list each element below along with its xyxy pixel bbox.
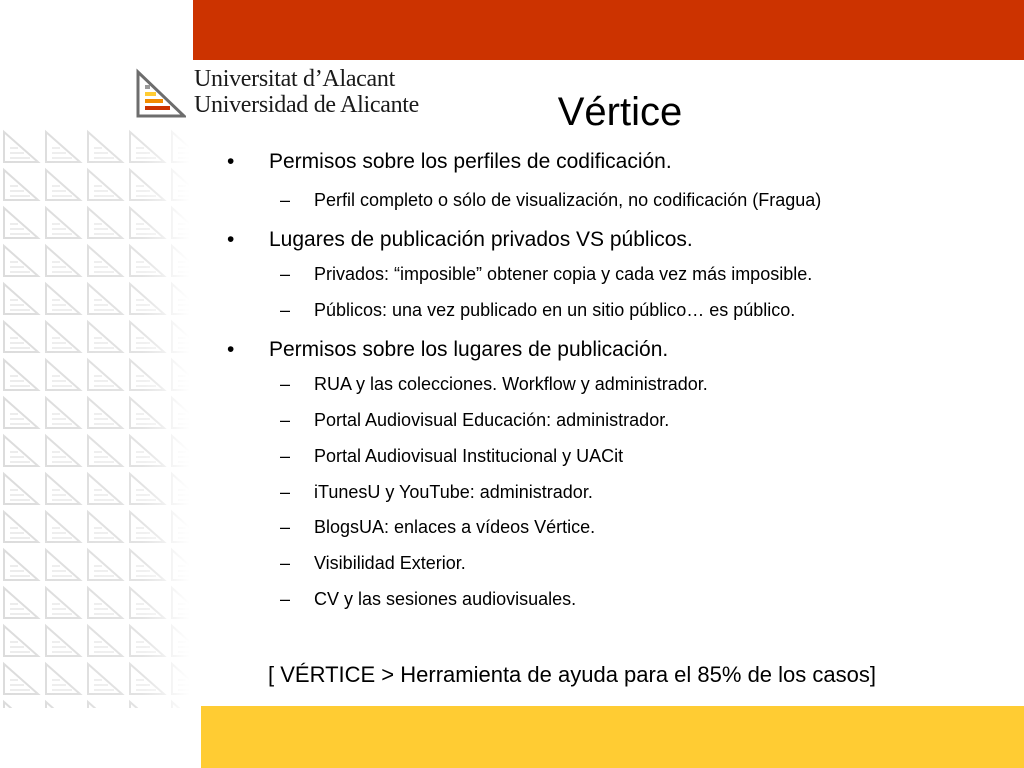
summary-note: [ VÉRTICE > Herramienta de ayuda para el 85% de los casos] bbox=[268, 662, 876, 687]
sub-bullet-marker: – bbox=[280, 374, 291, 394]
sub-bullet-text: BlogsUA: enlaces a vídeos Vértice. bbox=[314, 517, 596, 537]
bullet-marker: • bbox=[227, 150, 235, 173]
sub-bullet-marker: – bbox=[280, 446, 291, 466]
logo-line-1: Universitat d’Alacant bbox=[194, 66, 395, 92]
sub-bullet-text: Visibilidad Exterior. bbox=[314, 553, 466, 573]
sub-bullet-text: Portal Audiovisual Institucional y UACit bbox=[314, 446, 624, 466]
sub-bullet-text: Privados: “imposible” obtener copia y cada vez más imposible. bbox=[314, 264, 813, 284]
top-accent-bar bbox=[193, 0, 1024, 60]
sub-bullet-marker: – bbox=[280, 300, 291, 320]
sub-bullet-marker: – bbox=[280, 190, 291, 210]
bottom-accent-bar bbox=[201, 706, 1024, 768]
sub-bullet-text: Portal Audiovisual Educación: administrador. bbox=[314, 410, 670, 430]
sub-bullet-text: RUA y las colecciones. Workflow y administrador. bbox=[314, 374, 708, 394]
sub-bullet-text: CV y las sesiones audiovisuales. bbox=[314, 589, 577, 609]
sub-bullet-marker: – bbox=[280, 589, 291, 609]
bullet-text: Lugares de publicación privados VS públicos. bbox=[269, 228, 693, 251]
decorative-pattern bbox=[0, 128, 190, 708]
sub-bullet-marker: – bbox=[280, 553, 291, 573]
bullet-text: Permisos sobre los perfiles de codificación. bbox=[269, 150, 672, 173]
sub-bullet-marker: – bbox=[280, 517, 291, 537]
sub-bullet-text: Perfil completo o sólo de visualización, no codificación (Fragua) bbox=[314, 190, 822, 210]
sub-bullet-text: iTunesU y YouTube: administrador. bbox=[314, 482, 593, 502]
university-logo-icon bbox=[136, 68, 186, 118]
slide-title: Vértice bbox=[557, 90, 683, 134]
bullet-marker: • bbox=[227, 338, 235, 361]
bullet-marker: • bbox=[227, 228, 235, 251]
logo-line-2: Universidad de Alicante bbox=[194, 92, 420, 118]
sub-bullet-marker: – bbox=[280, 264, 291, 284]
sub-bullet-marker: – bbox=[280, 410, 291, 430]
sub-bullet-text: Públicos: una vez publicado en un sitio público… es público. bbox=[314, 300, 796, 320]
university-logo bbox=[136, 66, 426, 122]
bullet-text: Permisos sobre los lugares de publicación. bbox=[269, 338, 669, 361]
sub-bullet-marker: – bbox=[280, 482, 291, 502]
